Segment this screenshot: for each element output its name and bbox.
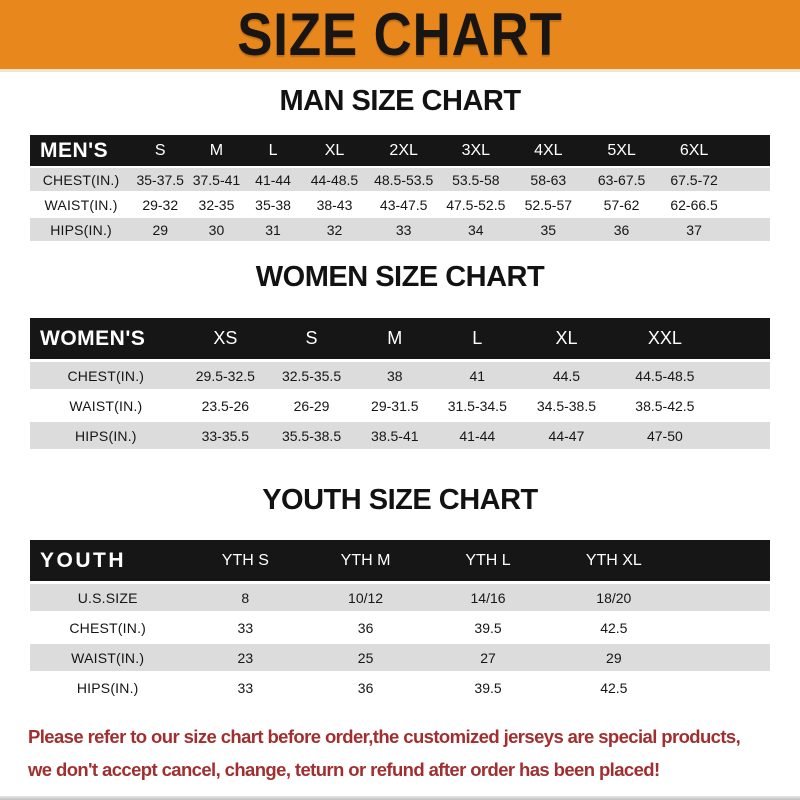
note-line-1: Please refer to our size chart before order,the customized jerseys are special products,	[28, 726, 741, 747]
size-value: 44.5-48.5	[614, 362, 716, 389]
column-header: YTH L	[426, 540, 550, 581]
table-header-row	[30, 318, 770, 359]
youth-size-title: YOUTH SIZE CHART	[262, 484, 538, 516]
table-row	[30, 644, 770, 671]
size-value: 42.5	[600, 679, 628, 696]
size-value: 39.5	[474, 619, 502, 636]
size-value: 29-31.5	[371, 397, 419, 414]
size-chart-banner	[0, 0, 800, 72]
row-filler	[730, 218, 770, 241]
size-value: 37.5-41	[188, 168, 244, 191]
table-corner-label: WOMEN'S	[30, 318, 182, 359]
size-value: 37	[658, 218, 730, 241]
size-value: 29	[132, 218, 188, 241]
size-value: 38.5-42.5	[635, 397, 695, 414]
column-header: 4XL	[512, 135, 585, 166]
column-header: YTH M	[305, 540, 426, 581]
column-header: S	[269, 318, 354, 359]
size-value: 38-43	[316, 196, 353, 213]
row-filler	[716, 422, 770, 449]
size-value: 23.5-26	[201, 397, 250, 414]
row-label: CHEST(IN.)	[69, 619, 147, 636]
row-label: HIPS(IN.)	[30, 422, 182, 449]
size-value: 38.5-41	[354, 422, 435, 449]
size-value: 41-44	[435, 422, 519, 449]
size-value: 23	[185, 644, 305, 671]
column-header: S	[132, 135, 188, 166]
column-header: M	[188, 135, 244, 166]
size-value: 35	[512, 218, 585, 241]
table-row	[30, 674, 770, 701]
table-row	[30, 168, 770, 191]
row-label: U.S.SIZE	[30, 584, 185, 611]
size-value: 39.5	[474, 679, 502, 696]
size-value: 35-38	[255, 196, 291, 213]
size-value: 32	[302, 218, 368, 241]
table-row	[30, 362, 770, 389]
row-label: CHEST(IN.)	[30, 362, 182, 389]
header-filler	[677, 540, 770, 581]
size-value: 33	[367, 218, 440, 241]
banner-title: SIZE CHART	[237, 0, 563, 68]
header-filler	[716, 318, 770, 359]
row-label: WAIST(IN.)	[44, 196, 118, 213]
order-note	[0, 720, 800, 786]
size-value: 34.5-38.5	[536, 397, 597, 414]
table-corner-label: YOUTH	[30, 540, 185, 581]
row-filler	[730, 193, 770, 216]
size-value: 52.5-57	[524, 196, 573, 213]
size-value: 31	[245, 218, 302, 241]
table-row	[30, 422, 770, 449]
size-value: 47-50	[614, 422, 716, 449]
note-line-2: we don't accept cancel, change, teturn or refund after order has been placed!	[28, 759, 660, 780]
column-header: XL	[302, 135, 368, 166]
size-value: 29.5-32.5	[182, 362, 269, 389]
column-header: YTH S	[185, 540, 305, 581]
row-label: WAIST(IN.)	[30, 644, 185, 671]
man-size-section	[0, 87, 800, 243]
size-value: 31.5-34.5	[447, 397, 507, 414]
size-value: 18/20	[550, 584, 677, 611]
youth-size-table	[30, 537, 770, 704]
size-value: 36	[585, 218, 658, 241]
column-header: L	[245, 135, 302, 166]
size-value: 63-67.5	[585, 168, 658, 191]
size-value: 25	[305, 644, 426, 671]
size-value: 44-48.5	[302, 168, 368, 191]
column-header: 3XL	[440, 135, 512, 166]
table-row	[30, 584, 770, 611]
size-value: 26-29	[293, 397, 330, 414]
size-value: 38	[354, 362, 435, 389]
column-header: XXL	[614, 318, 716, 359]
table-row	[30, 614, 770, 641]
column-header: L	[435, 318, 519, 359]
size-value: 47.5-52.5	[446, 196, 506, 213]
size-value: 35-37.5	[132, 168, 188, 191]
row-filler	[716, 392, 770, 419]
size-value: 32-35	[198, 196, 235, 213]
table-row	[30, 218, 770, 241]
size-value: 10/12	[305, 584, 426, 611]
size-value: 41-44	[245, 168, 302, 191]
man-size-title: MAN SIZE CHART	[279, 85, 521, 117]
row-label: WAIST(IN.)	[69, 397, 143, 414]
header-filler	[730, 135, 770, 166]
row-filler	[677, 644, 770, 671]
column-header: 2XL	[367, 135, 440, 166]
row-filler	[677, 674, 770, 701]
women-size-table	[30, 315, 770, 452]
youth-size-section	[0, 486, 800, 704]
size-value: 27	[426, 644, 550, 671]
size-value: 43-47.5	[379, 196, 428, 213]
table-header-row	[30, 540, 770, 581]
column-header: XL	[519, 318, 614, 359]
row-filler	[677, 584, 770, 611]
size-value: 33	[237, 679, 254, 696]
size-value: 33	[237, 619, 254, 636]
women-size-title: WOMEN SIZE CHART	[255, 261, 545, 293]
size-value: 14/16	[426, 584, 550, 611]
size-value: 29-32	[142, 196, 179, 213]
size-value: 57-62	[603, 196, 640, 213]
column-header: M	[354, 318, 435, 359]
column-header: 6XL	[658, 135, 730, 166]
size-value: 8	[185, 584, 305, 611]
column-header: 5XL	[585, 135, 658, 166]
size-value: 42.5	[600, 619, 628, 636]
row-label: HIPS(IN.)	[76, 679, 139, 696]
women-size-section	[0, 263, 800, 452]
table-corner-label: MEN'S	[30, 135, 132, 166]
size-value: 30	[188, 218, 244, 241]
size-value: 44.5	[519, 362, 614, 389]
row-label: CHEST(IN.)	[30, 168, 132, 191]
size-value: 32.5-35.5	[269, 362, 354, 389]
size-value: 48.5-53.5	[367, 168, 440, 191]
bottom-edge-divider	[0, 796, 800, 800]
size-value: 36	[357, 679, 374, 696]
row-label: HIPS(IN.)	[30, 218, 132, 241]
size-value: 44-47	[519, 422, 614, 449]
table-row	[30, 392, 770, 419]
row-filler	[677, 614, 770, 641]
row-filler	[716, 362, 770, 389]
size-value: 35.5-38.5	[269, 422, 354, 449]
size-value: 41	[435, 362, 519, 389]
size-value: 53.5-58	[440, 168, 512, 191]
column-header: YTH XL	[550, 540, 677, 581]
table-row	[30, 193, 770, 216]
size-value: 62-66.5	[670, 196, 718, 213]
column-header: XS	[182, 318, 269, 359]
size-value: 29	[550, 644, 677, 671]
size-value: 33-35.5	[182, 422, 269, 449]
size-value: 34	[440, 218, 512, 241]
men-size-table	[30, 133, 770, 243]
row-filler	[730, 168, 770, 191]
size-value: 67.5-72	[658, 168, 730, 191]
size-value: 36	[357, 619, 374, 636]
table-header-row	[30, 135, 770, 166]
size-value: 58-63	[512, 168, 585, 191]
